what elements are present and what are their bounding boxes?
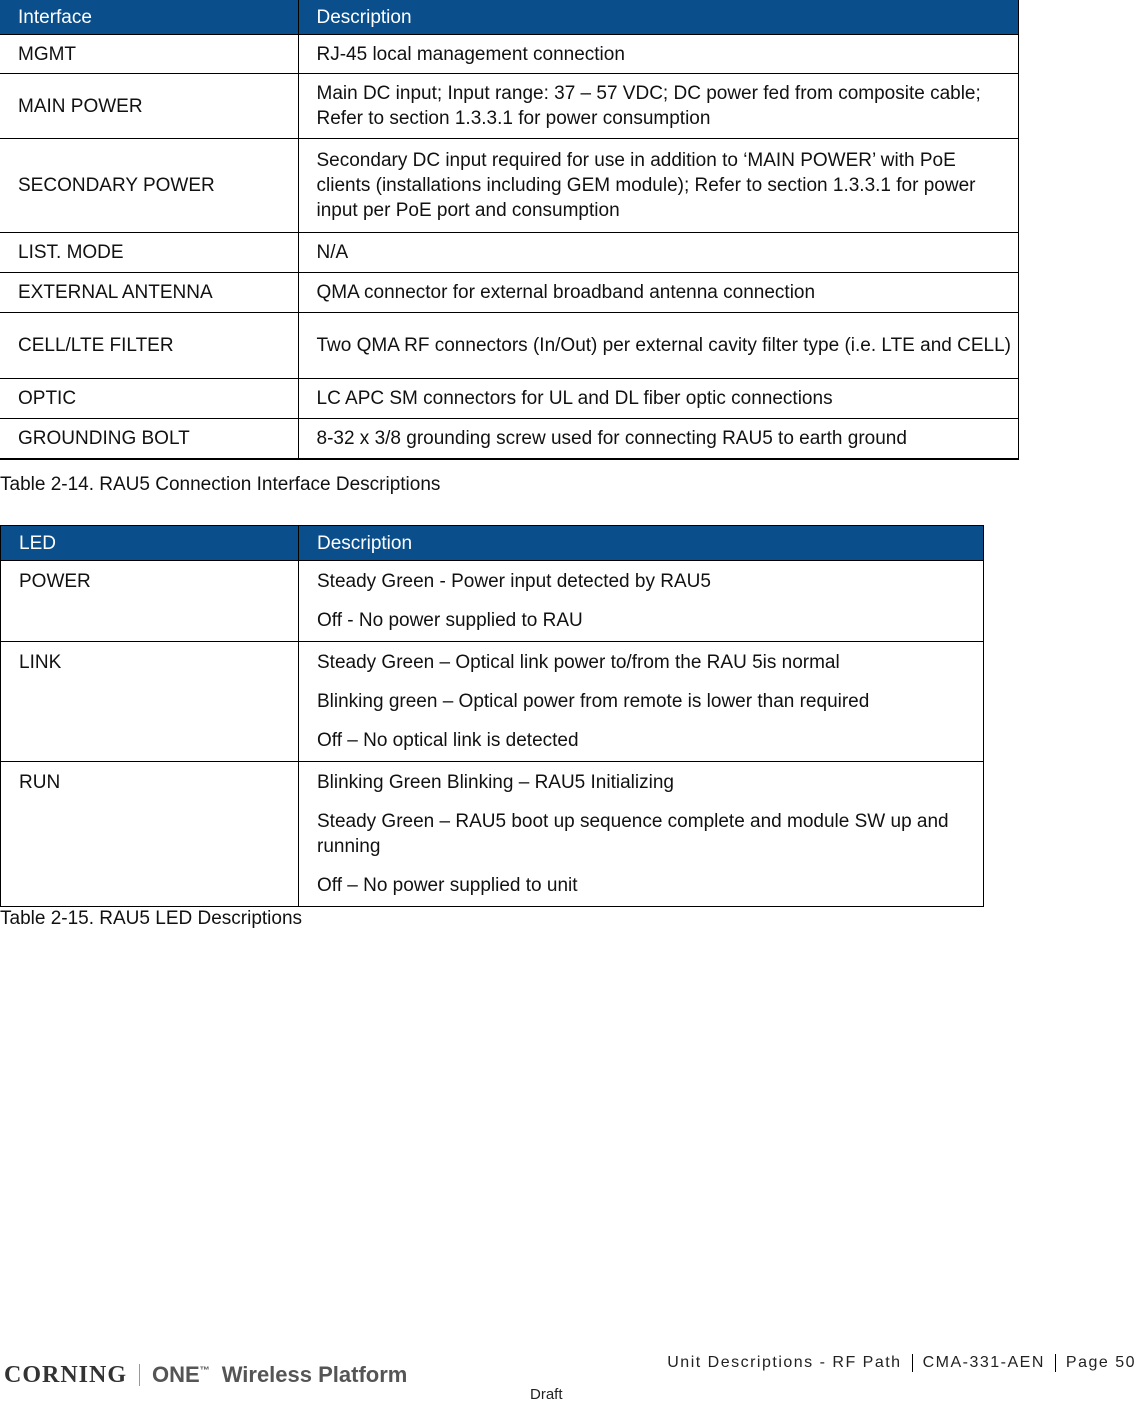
column-header-interface: Interface	[0, 0, 298, 35]
table-row	[0, 273, 1019, 313]
led-description-line: Steady Green - Power input detected by RAU5	[317, 571, 711, 592]
table-row	[0, 419, 1019, 459]
led-description-line: Blinking green – Optical power from remote is lower than required	[317, 691, 870, 712]
led-description-line: Off - No power supplied to RAU	[317, 610, 583, 631]
table-header-row	[0, 0, 1019, 35]
table-row	[1, 561, 984, 642]
led-description-line: Off – No optical link is detected	[317, 730, 579, 751]
interface-name: CELL/LTE FILTER	[0, 313, 298, 379]
led-description-line: Blinking Green Blinking – RAU5 Initializing	[317, 772, 674, 793]
logo-product-name: Wireless Platform	[221, 1362, 408, 1387]
led-description	[299, 642, 984, 762]
led-name: RUN	[1, 762, 299, 907]
interface-name: SECONDARY POWER	[0, 139, 298, 233]
column-header-description: Description	[299, 526, 984, 561]
interface-name: GROUNDING BOLT	[0, 419, 298, 459]
draft-watermark: Draft	[530, 1386, 563, 1403]
interface-description: Two QMA RF connectors (In/Out) per external cavity filter type (i.e. LTE and CELL)	[298, 313, 1019, 379]
brand-logo	[4, 1362, 407, 1388]
led-description	[299, 762, 984, 907]
footer-page-number: Page 50	[1055, 1354, 1146, 1372]
interface-name: EXTERNAL ANTENNA	[0, 273, 298, 313]
interface-description: LC APC SM connectors for UL and DL fiber optic connections	[298, 379, 1019, 419]
interface-description: N/A	[298, 233, 1019, 273]
logo-brand: CORNING	[4, 1361, 128, 1388]
table-header-row	[1, 526, 984, 561]
led-name: LINK	[1, 642, 299, 762]
led-description-line: Off – No power supplied to unit	[317, 875, 578, 896]
led-description-line: Steady Green – Optical link power to/from the RAU 5is normal	[317, 652, 840, 673]
footer-section: Unit Descriptions - RF Path	[667, 1354, 902, 1371]
led-description	[299, 561, 984, 642]
interface-description: Main DC input; Input range: 37 – 57 VDC; DC power fed from composite cable; Refer to section 1.3.3.1 for power consumption	[298, 74, 1019, 139]
interface-name: OPTIC	[0, 379, 298, 419]
table-row	[1, 762, 984, 907]
column-header-description: Description	[298, 0, 1019, 35]
interface-table	[0, 0, 1019, 460]
interface-description: Secondary DC input required for use in addition to ‘MAIN POWER’ with PoE clients (installations including GEM module); Refer to section 1.3.3.1 for power input per PoE port and consumption	[298, 139, 1019, 233]
led-name: POWER	[1, 561, 299, 642]
logo-product: ONE™	[152, 1362, 210, 1387]
table-row	[0, 379, 1019, 419]
table-row	[0, 313, 1019, 379]
table-caption: Table 2-14. RAU5 Connection Interface Descriptions	[0, 474, 441, 495]
table-row	[0, 74, 1019, 139]
page-footer	[0, 1350, 1146, 1403]
table-row	[0, 35, 1019, 74]
interface-name: LIST. MODE	[0, 233, 298, 273]
interface-description: 8-32 x 3/8 grounding screw used for connecting RAU5 to earth ground	[298, 419, 1019, 459]
interface-name: MGMT	[0, 35, 298, 74]
footer-doc-id: CMA-331-AEN	[912, 1354, 1055, 1372]
led-table	[0, 525, 984, 907]
interface-description: QMA connector for external broadband antenna connection	[298, 273, 1019, 313]
table-caption: Table 2-15. RAU5 LED Descriptions	[0, 908, 303, 929]
table-row	[1, 642, 984, 762]
footer-info	[657, 1354, 1146, 1372]
column-header-led: LED	[1, 526, 299, 561]
interface-name: MAIN POWER	[0, 74, 298, 139]
interface-description: RJ-45 local management connection	[298, 35, 1019, 74]
led-description-line: Steady Green – RAU5 boot up sequence complete and module SW up and running	[317, 811, 949, 857]
table-row	[0, 233, 1019, 273]
logo-divider	[139, 1364, 140, 1386]
table-row	[0, 139, 1019, 233]
